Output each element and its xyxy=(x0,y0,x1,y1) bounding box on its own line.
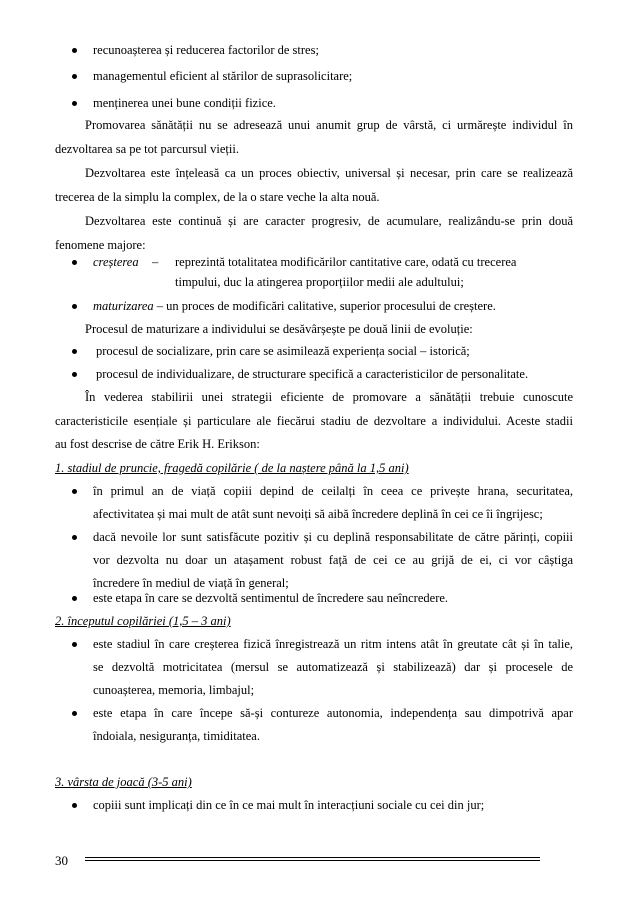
bullet-icon xyxy=(72,803,77,808)
paragraph-line: dezvoltarea sa pe tot parcursul vieții. xyxy=(55,142,239,156)
term-dash: – xyxy=(152,255,159,269)
paragraph-line: Promovarea sănătății nu se adresează unui anumit grup de vârstă, ci urmărește individul în xyxy=(85,118,573,132)
list-item-line: îndoiala, nesiguranța, timiditatea. xyxy=(93,729,260,743)
list-item: este etapa în care se dezvoltă sentimentul de încredere sau neîncredere. xyxy=(93,591,449,605)
list-item-line: în primul an de viață copiii depind de ceilalți în ceea ce privește hrana, securitatea, xyxy=(93,484,573,498)
page-number: 30 xyxy=(55,853,68,868)
bullet-icon xyxy=(72,304,77,309)
list-item-line: cunoașterea, memoria, limbajul; xyxy=(93,683,255,697)
bullet-icon xyxy=(72,349,77,354)
bullet-icon xyxy=(72,372,77,377)
paragraph-line: Procesul de maturizare a individului se desăvârșește pe două linii de evoluție: xyxy=(85,322,473,336)
paragraph-line: Dezvoltarea este înțeleasă ca un proces obiectiv, universal și necesar, prin care se realizează xyxy=(85,166,573,180)
section-heading: 1. stadiul de pruncie, fragedă copilărie ( de la naștere până la 1,5 ani) xyxy=(55,461,409,475)
list-item-line: dacă nevoile lor sunt satisfăcute pozitiv și cu deplină responsabilitate de către părinți, copiii xyxy=(93,530,573,544)
definition-text: – un proces de modificări calitative, superior procesului de creștere. xyxy=(153,299,496,313)
paragraph-line: au fost descrise de către Erik H. Erikson: xyxy=(55,437,260,451)
bullet-icon xyxy=(72,260,77,265)
bullet-icon xyxy=(72,596,77,601)
list-item-line: vor dezvolta nu doar un atașament robust față de cei ce au grijă de ei, ci vor câștiga xyxy=(93,553,573,567)
definition-line: timpului, duc la atingerea proporțiilor medii ale adultului; xyxy=(175,275,464,289)
list-item-line: este etapa în care începe să-și contureze autonomia, independența sau dimpotrivă apar xyxy=(93,706,573,720)
list-item: menținerea unei bune condiții fizice. xyxy=(93,96,276,110)
bullet-icon xyxy=(72,535,77,540)
paragraph-line: caracteristicile esențiale și particulare ale fiecărui stadiu de dezvoltare a individului. Aceste stadii xyxy=(55,414,573,428)
paragraph-line: fenomene majore: xyxy=(55,238,146,252)
bullet-icon xyxy=(72,101,77,106)
footer-divider xyxy=(85,857,540,861)
list-item-line: încredere în mediul de viață în general; xyxy=(93,576,289,590)
list-item: procesul de socializare, prin care se asimilează experiența social – istorică; xyxy=(96,344,470,358)
list-item: copiii sunt implicați din ce în ce mai mult în interacțiuni sociale cu cei din jur; xyxy=(93,798,485,812)
term-maturizarea: maturizarea xyxy=(93,299,154,313)
list-item xyxy=(93,298,496,314)
section-heading: 3. vârsta de joacă (3-5 ani) xyxy=(55,775,192,789)
bullet-icon xyxy=(72,74,77,79)
list-item: managementul eficient al stărilor de suprasolicitare; xyxy=(93,69,353,83)
bullet-icon xyxy=(72,711,77,716)
paragraph-line: Dezvoltarea este continuă și are caracter progresiv, de acumulare, realizându-se prin două xyxy=(85,214,573,228)
definition-line: reprezintă totalitatea modificărilor cantitative care, odată cu trecerea xyxy=(175,255,517,269)
paragraph-line: trecerea de la simplu la complex, de la o stare veche la alta nouă. xyxy=(55,190,380,204)
list-item-line: este stadiul în care creșterea fizică înregistrează un ritm intens atât în greutate cât și în talie, xyxy=(93,637,573,651)
paragraph-line: În vederea stabilirii unei strategii eficiente de promovare a sănătății trebuie cunoscute xyxy=(85,390,573,404)
bullet-icon xyxy=(72,48,77,53)
list-item-line: afectivitatea și mai mult de atât sunt nevoiți să aibă încredere deplină în cei ce îi îngrijesc; xyxy=(93,507,543,521)
term-cresterea: creșterea xyxy=(93,255,139,269)
list-item: procesul de individualizare, de structurare specifică a caracteristicilor de personalitate. xyxy=(96,367,529,381)
section-heading: 2. începutul copilăriei (1,5 – 3 ani) xyxy=(55,614,231,628)
bullet-icon xyxy=(72,489,77,494)
list-item-line: se dezvoltă motricitatea (mersul se automatizează și stabilizează) dar și procesele de xyxy=(93,660,573,674)
list-item: recunoașterea și reducerea factorilor de stres; xyxy=(93,43,319,57)
bullet-icon xyxy=(72,642,77,647)
